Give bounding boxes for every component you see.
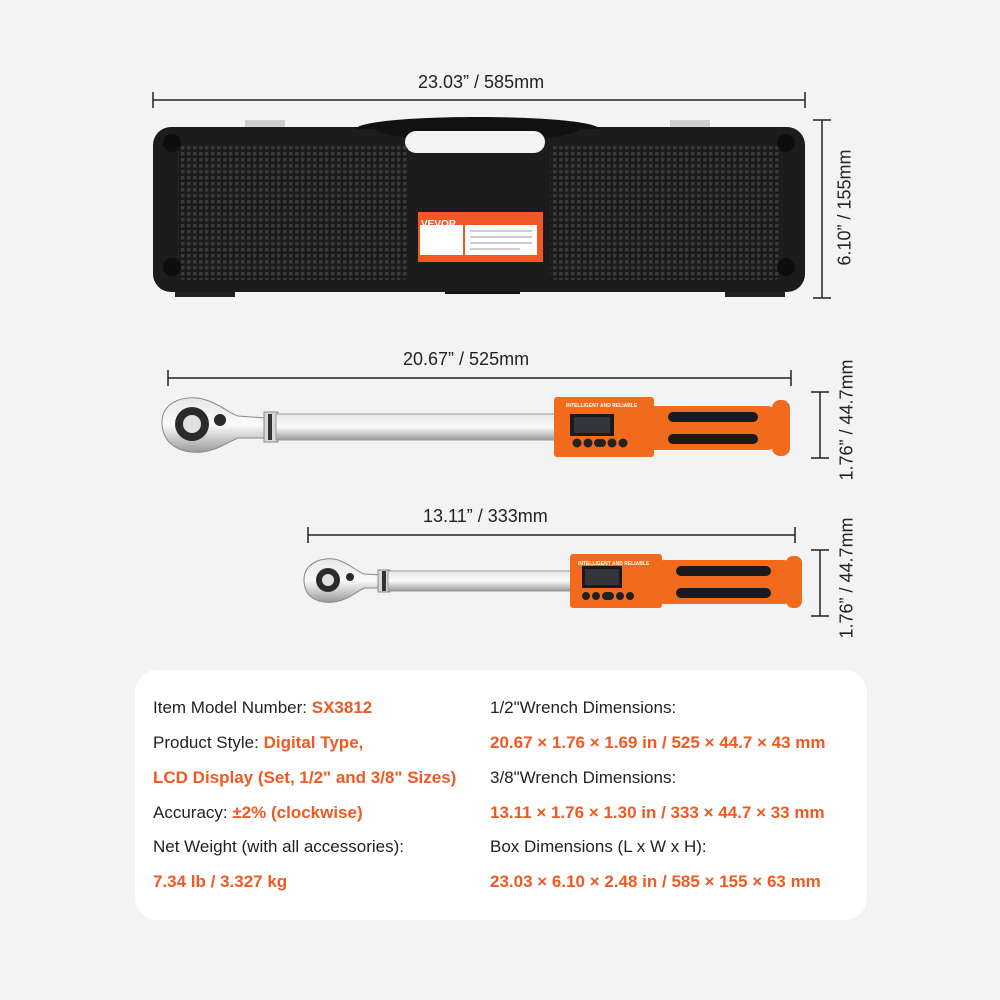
accuracy-row (153, 803, 363, 823)
torque-wrench-three-eighths-inch (300, 550, 805, 614)
carrying-case (150, 115, 810, 305)
half-inch-dimensions-value: 20.67 × 1.76 × 1.69 in / 525 × 44.7 × 43 mm (490, 733, 826, 752)
style-value-1: Digital Type, (263, 733, 364, 752)
style-label: Product Style: (153, 733, 264, 752)
wrench-small-display-text: INTELLIGENT AND RELIABLE (578, 561, 650, 567)
accuracy-label: Accuracy: (153, 803, 233, 822)
wrench-small-length-label: 13.11” / 333mm (423, 506, 548, 526)
case-height-label: 6.10” / 155mm (834, 149, 855, 266)
spec-card (135, 670, 867, 920)
weight-value: 7.34 lb / 3.327 kg (153, 872, 288, 891)
case-brand-logo: VEVOR (421, 219, 457, 230)
weight-label: Net Weight (with all accessories): (153, 837, 404, 856)
box-dimensions-label: Box Dimensions (L x W x H): (490, 837, 707, 856)
wrench-large-display-text: INTELLIGENT AND RELIABLE (566, 403, 638, 409)
wrench-large-length-dimension-line (165, 368, 795, 388)
style-value-2: LCD Display (Set, 1/2" and 3/8" Sizes) (153, 768, 457, 787)
wrench-large-height-label: 1.76” / 44.7mm (836, 359, 857, 481)
style-row (153, 733, 363, 753)
wrench-large-height-dimension-line (808, 390, 832, 460)
wrench-large-length-label: 20.67” / 525mm (403, 349, 530, 369)
half-inch-dimensions-label: 1/2"Wrench Dimensions: (490, 698, 677, 717)
wrench-small-height-dimension-line (808, 548, 832, 618)
case-length-label: 23.03” / 585mm (418, 72, 545, 92)
three-eighths-dimensions-value: 13.11 × 1.76 × 1.30 in / 333 × 44.7 × 33 mm (490, 803, 825, 822)
model-row (153, 698, 372, 718)
model-value: SX3812 (311, 698, 373, 717)
model-label: Item Model Number: (153, 698, 312, 717)
case-height-dimension-line (810, 118, 834, 300)
wrench-small-height-label: 1.76” / 44.7mm (836, 517, 857, 639)
wrench-small-length-dimension-line (305, 525, 800, 545)
case-length-dimension-line (150, 90, 810, 110)
three-eighths-dimensions-label: 3/8"Wrench Dimensions: (490, 768, 677, 787)
box-dimensions-value: 23.03 × 6.10 × 2.48 in / 585 × 155 × 63 mm (490, 872, 821, 891)
accuracy-value: ±2% (clockwise) (232, 803, 363, 822)
torque-wrench-half-inch (158, 392, 798, 464)
